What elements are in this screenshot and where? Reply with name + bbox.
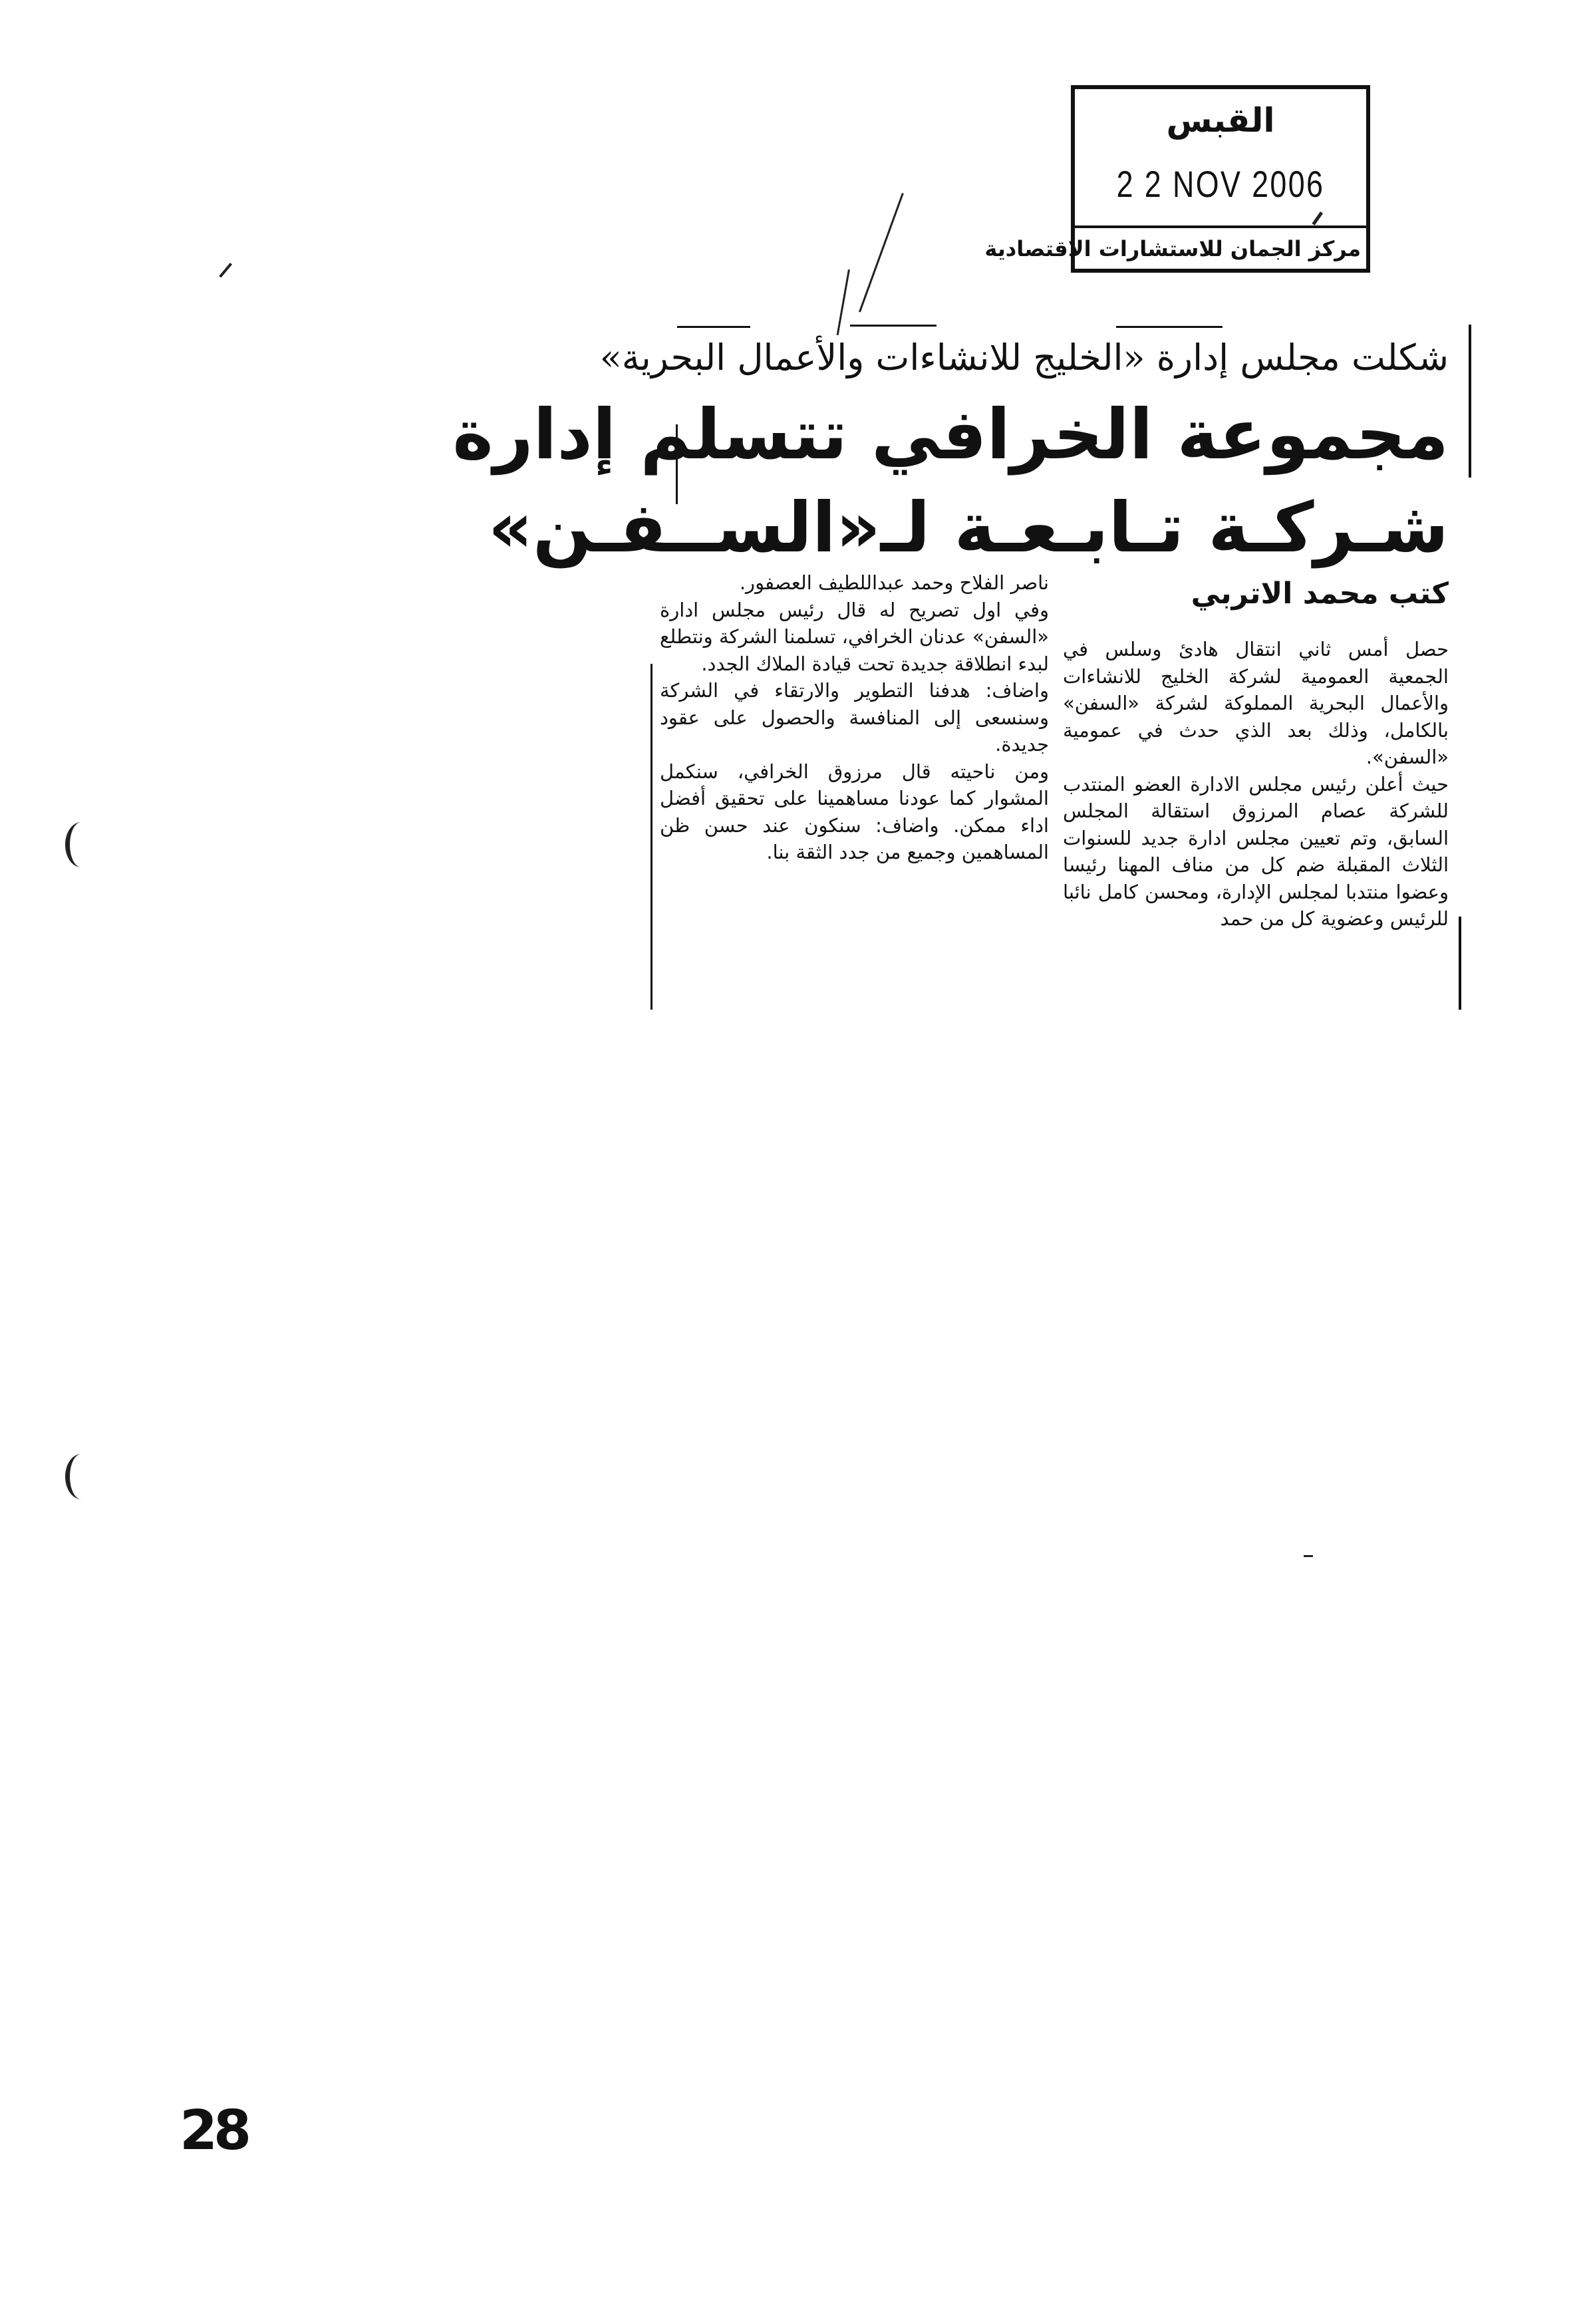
newspaper-article [452, 318, 1475, 1016]
paragraph: ومن ناحيته قال مرزوق الخرافي، سنكمل المشوار كما عودنا مساهمينا على تحقيق أفضل اداء ممكن. واضاف: سنكون عند حسن ظن المساهمين وجميع من جدد الثقة بنا. [660, 760, 1049, 863]
paragraph: واضاف: هدفنا التطوير والارتقاء في الشركة وسنسعى إلى المنافسة والحصول على عقود جديدة. [660, 679, 1049, 756]
article-column-right [1063, 636, 1449, 933]
newspaper-stamp [984, 85, 1370, 273]
pen-stroke [859, 193, 904, 313]
newspaper-logo: القبس [1166, 101, 1275, 140]
article-headline-line-2: شـركـة تـابـعـة لـ«الســفـن» [488, 487, 1449, 568]
binder-hole [65, 822, 97, 867]
article-headline-line-1: مجموعة الخرافي تتسلم إدارة [452, 394, 1449, 475]
paragraph: حصل أمس ثاني انتقال هادئ وسلس في الجمعية العمومية لشركة الخليج للانشاءات والأعمال البحرية المملوكة لشركة «السفن» بالكامل، وذلك بعد الذي حدث في عمومية «السفن». [1063, 638, 1449, 768]
article-column-left [660, 569, 1049, 866]
paragraph: حيث أعلن رئيس مجلس الادارة العضو المنتدب للشركة عصام المرزوق استقالة المجلس السابق، وتم تعيين مجلس ادارة جديد للسنوات الثلاث المقبلة ضم كل من مناف المهنا رئيسا وعضوا منتدبا لمجلس الإدارة، ومحسن كامل نائبا للرئيس وعضوية كل من حمد [1063, 772, 1449, 930]
page-number: 28 [180, 2099, 248, 2162]
article-kicker: شكلت مجلس إدارة «الخليج للانشاءات والأعمال البحرية» [599, 337, 1449, 378]
stamp-divider [1075, 225, 1366, 228]
frame-top-mark [1116, 326, 1223, 328]
paragraph: ناصر الفلاح وحمد عبداللطيف العصفور. [739, 571, 1049, 594]
stamp-center-name: مركز الجمان للاستشارات الاقتصادية [984, 236, 1361, 261]
frame-left-edge [651, 664, 652, 1010]
binder-hole [65, 1454, 97, 1499]
article-byline: كتب محمد الاتربي [1191, 577, 1449, 611]
paragraph: وفي اول تصريح له قال رئيس مجلس ادارة «السفن» عدنان الخرافي، تسلمنا الشركة ونتطلع لبدء انطلاقة جديدة تحت قيادة الملاك الجدد. [660, 598, 1049, 675]
pen-stroke [219, 263, 232, 277]
scan-mark [1304, 1555, 1313, 1557]
frame-right-edge [1459, 917, 1461, 1010]
frame-top-mark [850, 325, 937, 327]
frame-right-edge [1469, 325, 1471, 478]
frame-top-mark [677, 326, 750, 328]
stamp-date: 2 2 NOV 2006 [1116, 163, 1325, 205]
